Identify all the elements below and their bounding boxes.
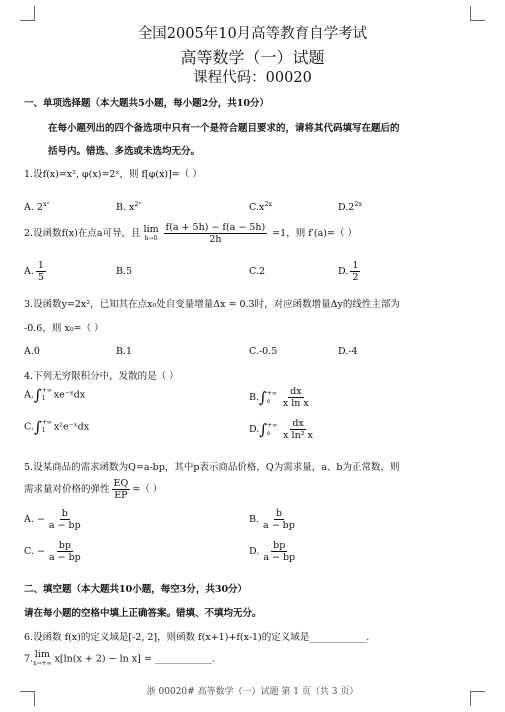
q4-option-b: B.∫ +∞ e $\frac{dx}{\text{x ln x}}$ — [249, 386, 309, 409]
q5-option-c: C. − $\frac{bp}{a - bp}$ — [24, 540, 81, 563]
section1-instruction-1: 在每小题列出的四个备选项中只有一个是符合题目要求的，请将其代码填写在题后的 — [48, 123, 400, 134]
q5-option-b: B. $\frac{b}{a - bp}$ — [249, 508, 295, 531]
q2-stem: 2.设函数f(x)在点a可导，且 lim h→0 $\frac{f(a + 5h) - f(a - 5h)}{2h}$ =1，则 f′(a)=（ ） — [24, 222, 357, 245]
q4-option-d: D.∫ +∞ e $\frac{dx}{\text{x ln² x}}$ — [249, 418, 313, 441]
q1-option-c: $C.x^{2x}$ — [249, 200, 273, 214]
q3-option-c: C.-0.5 — [249, 346, 278, 357]
q3-stem-line2: -0.6，则 x₀=（ ） — [24, 323, 104, 334]
exam-subject: 高等数学（一）试题 — [180, 48, 325, 67]
q5-option-d: D. $\frac{bp}{a - bp}$ — [249, 540, 296, 563]
q6-stem: 6.设函数 f(x)的定义域是[-2, 2]，则函数 f(x+1)+f(x-1)的定义域是____________. — [24, 632, 370, 643]
q2-option-d: D. $\frac{1}{2}$ — [338, 260, 359, 283]
q2-fraction: $\frac{f(a + 5h) - f(a - 5h)}{2h}$ — [165, 222, 266, 245]
page-footer: 浙 00020# 高等数学（一）试题 第 1 页（共 3 页） — [146, 687, 359, 697]
q2-option-c: C.2 — [249, 266, 265, 277]
q5-stem-line2: 需求量对价格的弹性 $\frac{EQ}{EP}$ =（ ） — [24, 478, 163, 501]
q5-stem-line1: 5.设某商品的需求函数为Q=a-bp，其中p表示商品价格，Q为需求量，a、b为正常数，则 — [24, 462, 400, 473]
q2-option-b: B.5 — [116, 266, 133, 277]
section2-heading: 二、填空题（本大题共10小题，每空3分，共30分） — [24, 584, 248, 595]
crop-mark-top-left — [20, 6, 35, 21]
q1-option-d: $D.2^{2x}$ — [338, 200, 363, 214]
q3-option-d: D.-4 — [338, 346, 358, 357]
course-code: 课程代码：00020 — [193, 70, 312, 86]
exam-title: 全国2005年10月高等教育自学考试 — [137, 26, 368, 42]
q4-option-a: A.∫ +∞ 1 xe⁻ˣdx — [24, 386, 86, 404]
q2-limit: lim h→0 — [143, 223, 159, 242]
q4-option-c: C.∫ +∞ 1 x²e⁻ˣdx — [24, 418, 90, 436]
q5-option-a: A. − $\frac{b}{a - bp}$ — [24, 508, 81, 531]
crop-mark-top-right — [470, 6, 485, 21]
q1-stem: 1.设f(x)=x², φ(x)=2ˣ，则 f[φ(x)]=（ ） — [24, 169, 202, 180]
q3-option-a: A.0 — [24, 346, 40, 357]
q3-stem-line1: 3.设函数y=2x²，已知其在点x₀处自变量增量Δx = 0.3时，对应函数增量Δy的线性主部为 — [24, 299, 400, 310]
q1-option-b: B. $x^{2ˣ}$ — [116, 200, 142, 214]
q7-limit: lim x→+∞ — [33, 649, 52, 667]
q3-option-b: B.1 — [116, 346, 133, 357]
q1-option-a: A. $2^{x^2}$ — [24, 200, 50, 214]
section1-heading: 一、单项选择题（本大题共5小题，每小题2分，共10分） — [24, 98, 269, 109]
section1-instruction-2: 括号内。错选、多选或未选均无分。 — [48, 146, 201, 157]
section2-instruction: 请在每小题的空格中填上正确答案。错填、不填均无分。 — [24, 608, 262, 619]
q4-stem: 4.下列无穷限积分中，发散的是（ ） — [24, 371, 179, 382]
q2-option-a: A. $\frac{1}{5}$ — [24, 260, 44, 283]
q7-stem: 7. lim x→+∞ x[ln(x + 2) − ln x] = ____________. — [24, 649, 215, 667]
